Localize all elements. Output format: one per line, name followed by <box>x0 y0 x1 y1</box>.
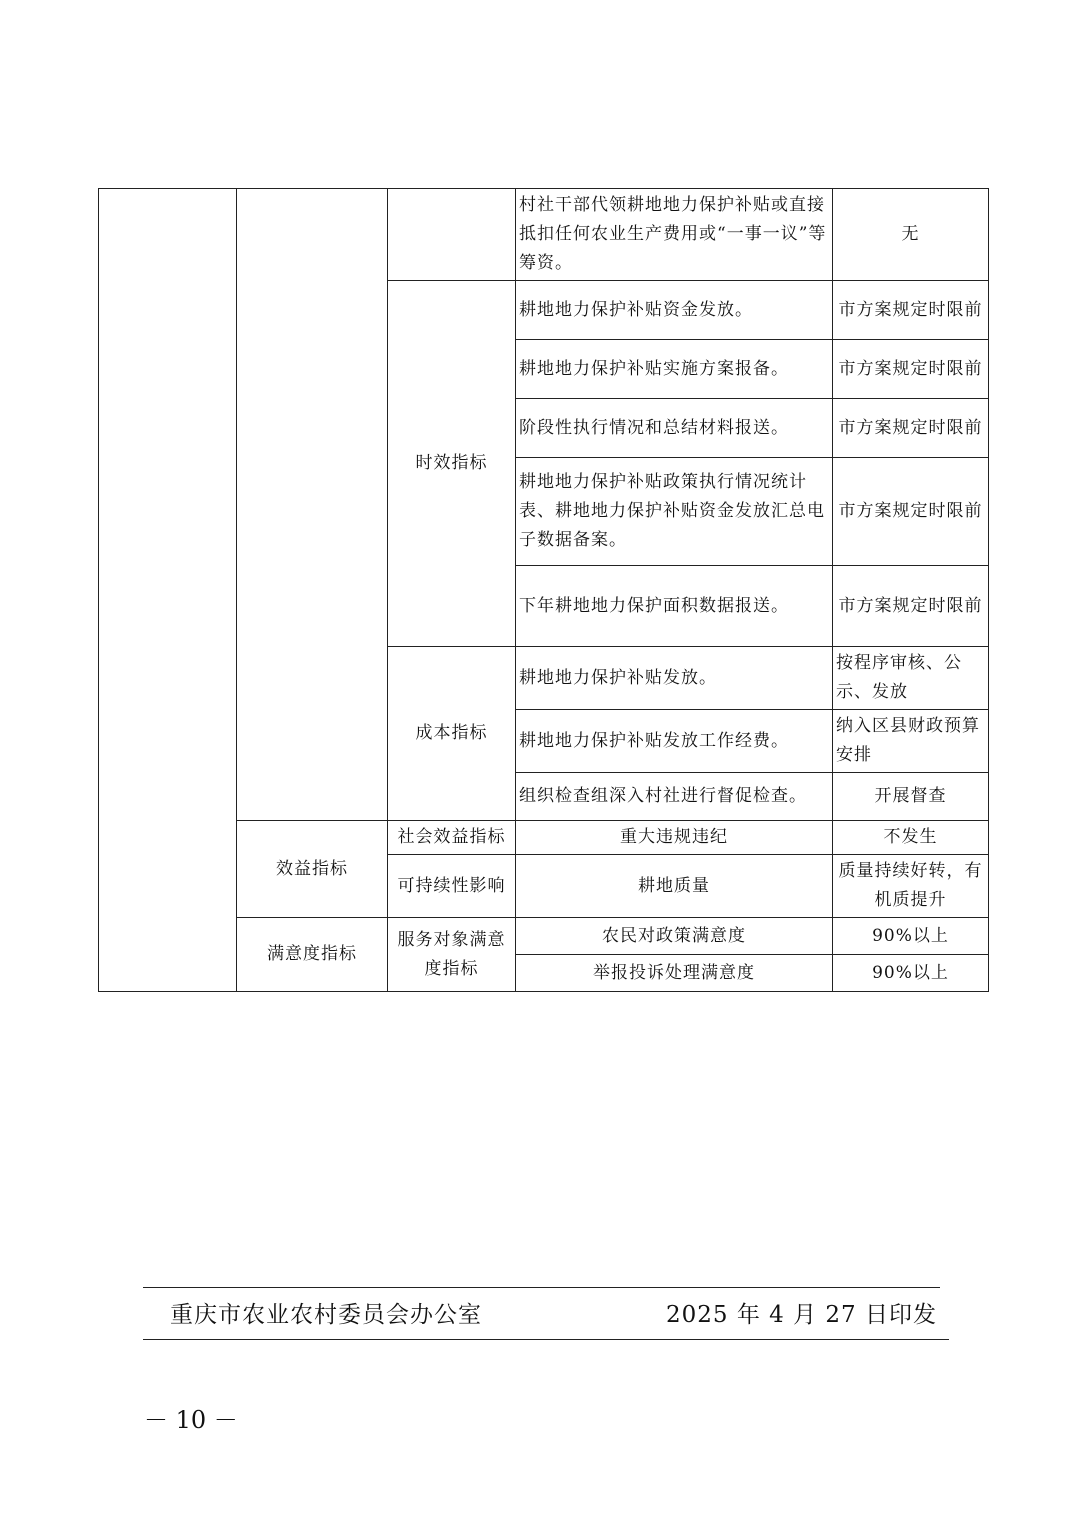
indicator-target: 90%以上 <box>833 918 989 955</box>
indicator-target: 质量持续好转，有机质提升 <box>833 855 989 918</box>
indicator-content: 耕地地力保护补贴发放。 <box>516 647 833 710</box>
level3-cell-empty <box>388 189 516 281</box>
level3-service: 服务对象满意度指标 <box>388 918 516 992</box>
indicator-target: 市方案规定时限前 <box>833 458 989 566</box>
page-number: － 10 － <box>144 1406 238 1434</box>
indicator-content: 耕地质量 <box>516 855 833 918</box>
level3-sustainability: 可持续性影响 <box>388 855 516 918</box>
indicator-target: 市方案规定时限前 <box>833 399 989 458</box>
level3-timeliness: 时效指标 <box>388 281 516 647</box>
indicator-target: 市方案规定时限前 <box>833 340 989 399</box>
level1-cell-empty <box>99 189 237 992</box>
indicator-content: 耕地地力保护补贴资金发放。 <box>516 281 833 340</box>
level3-cost: 成本指标 <box>388 647 516 821</box>
issue-date: 2025 年 4 月 27 日印发 <box>666 1302 937 1328</box>
indicator-content: 阶段性执行情况和总结材料报送。 <box>516 399 833 458</box>
issuing-organization: 重庆市农业农村委员会办公室 <box>170 1302 482 1328</box>
indicator-content: 耕地地力保护补贴发放工作经费。 <box>516 710 833 773</box>
footer-top-rule <box>143 1287 940 1288</box>
indicator-content: 重大违规违纪 <box>516 821 833 855</box>
indicator-content: 组织检查组深入村社进行督促检查。 <box>516 773 833 821</box>
indicator-target: 纳入区县财政预算安排 <box>833 710 989 773</box>
indicator-content: 举报投诉处理满意度 <box>516 955 833 992</box>
indicator-target: 无 <box>833 189 989 281</box>
indicator-target: 不发生 <box>833 821 989 855</box>
level2-satisfaction: 满意度指标 <box>237 918 388 992</box>
level3-social: 社会效益指标 <box>388 821 516 855</box>
indicator-content: 耕地地力保护补贴实施方案报备。 <box>516 340 833 399</box>
performance-indicator-table <box>98 188 989 992</box>
footer-bottom-rule <box>143 1339 949 1340</box>
indicator-target: 按程序审核、公示、发放 <box>833 647 989 710</box>
indicator-target: 开展督查 <box>833 773 989 821</box>
level2-benefit: 效益指标 <box>237 821 388 918</box>
indicator-content: 农民对政策满意度 <box>516 918 833 955</box>
indicator-content: 村社干部代领耕地地力保护补贴或直接抵扣任何农业生产费用或“一事一议”等筹资。 <box>516 189 833 281</box>
table-row <box>99 189 989 281</box>
indicator-target: 市方案规定时限前 <box>833 281 989 340</box>
indicator-target: 市方案规定时限前 <box>833 566 989 647</box>
indicator-content: 下年耕地地力保护面积数据报送。 <box>516 566 833 647</box>
indicator-content: 耕地地力保护补贴政策执行情况统计表、耕地地力保护补贴资金发放汇总电子数据备案。 <box>516 458 833 566</box>
level2-cell-empty <box>237 189 388 821</box>
indicator-target: 90%以上 <box>833 955 989 992</box>
